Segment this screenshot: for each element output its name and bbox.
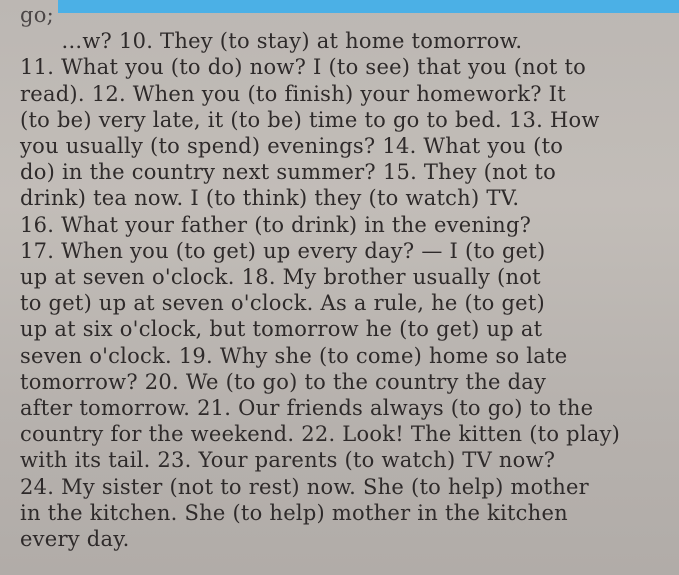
text-line: drink) tea now. I (to think) they (to watch) TV. (20, 186, 520, 211)
text-line: every day. (20, 527, 130, 552)
text-line: with its tail. 23. Your parents (to watch) TV now? (20, 448, 556, 473)
text-line: country for the weekend. 22. Look! The kitten (to play) (20, 422, 621, 447)
text-line: go; (20, 3, 54, 27)
text-line: up at six o'clock, but tomorrow he (to get) up at (20, 317, 543, 342)
exercise-text (20, 2, 665, 552)
text-line: do) in the country next summer? 15. They (not to (20, 160, 556, 185)
text-line: to get) up at seven o'clock. As a rule, he (to get) (20, 291, 545, 316)
text-line: read). 12. When you (to finish) your homework? It (20, 81, 566, 106)
text-line: 11. What you (to do) now? I (to see) that you (not to (20, 55, 587, 80)
text-line: up at seven o'clock. 18. My brother usually (not (20, 265, 541, 290)
text-line: in the kitchen. She (to help) mother in the kitchen (20, 500, 568, 525)
text-line: (to be) very late, it (to be) time to go to bed. 13. How (20, 107, 600, 132)
text-line: seven o'clock. 19. Why she (to come) home so late (20, 343, 568, 368)
text-line: tomorrow? 20. We (to go) to the country the day (20, 369, 547, 394)
text-line: 17. When you (to get) up every day? — I (to get) (20, 238, 546, 263)
text-line: 24. My sister (not to rest) now. She (to help) mother (20, 474, 589, 499)
text-line: 16. What your father (to drink) in the evening? (20, 212, 532, 237)
text-line: ...w? 10. They (to stay) at home tomorrow. (20, 29, 523, 54)
text-line: after tomorrow. 21. Our friends always (to go) to the (20, 396, 594, 421)
text-line: you usually (to spend) evenings? 14. What you (to (20, 134, 564, 159)
blue-redaction-overlay (58, 0, 679, 13)
